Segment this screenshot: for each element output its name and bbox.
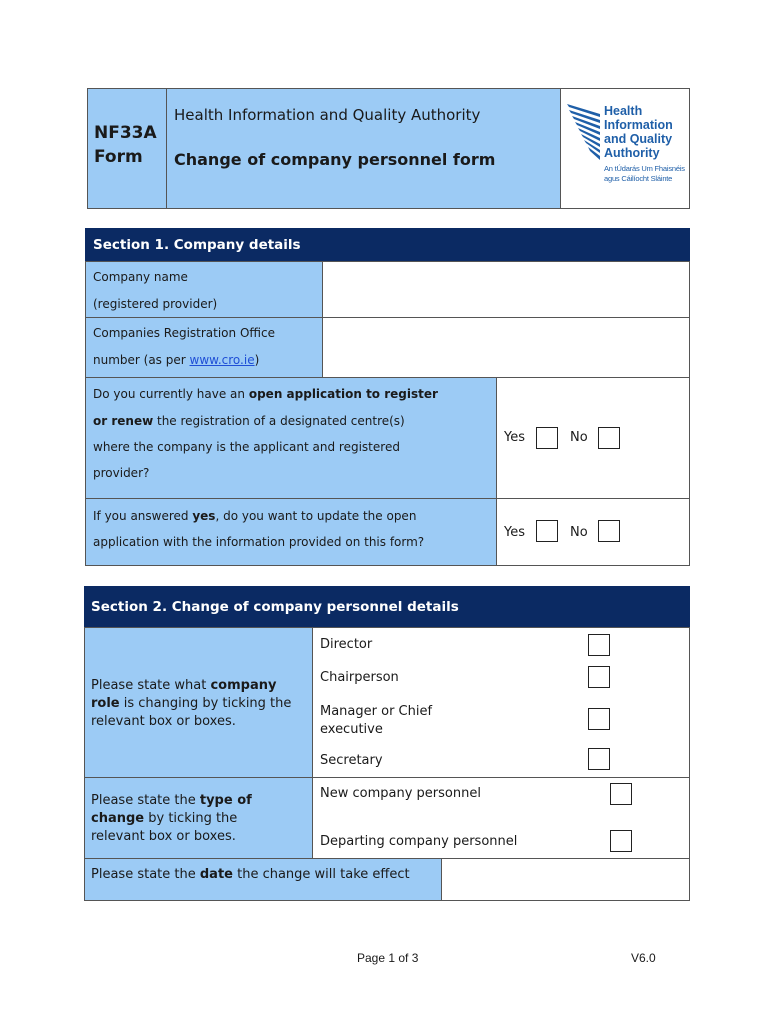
section2-title: Section 2. Change of company personnel details (91, 599, 459, 615)
logo-line: Authority (604, 146, 660, 160)
role-manager-line: Manager or Chief (320, 704, 433, 719)
q2-answer-cell (496, 498, 690, 566)
role-director-checkbox[interactable] (588, 634, 610, 656)
q2-yes-label: Yes (504, 525, 525, 540)
form-word: Form (94, 147, 143, 167)
effective-date-input[interactable] (441, 858, 690, 901)
q1-line2 (93, 408, 405, 435)
q1-text: the registration of a designated centre(s) (153, 414, 405, 428)
logo-line: Information (604, 118, 673, 132)
type-text: Please state the (91, 793, 200, 808)
change-type-question (91, 792, 309, 846)
section1-title: Section 1. Company details (93, 237, 301, 253)
q1-yes-label: Yes (504, 430, 525, 445)
cro-label: Companies Registration Office (93, 326, 275, 340)
type-text: by ticking the (144, 811, 238, 826)
q1-line1 (93, 381, 438, 408)
date-bold: date (199, 867, 233, 882)
type-new-checkbox[interactable] (610, 783, 632, 805)
role-manager-checkbox[interactable] (588, 708, 610, 730)
page-number: Page 1 of 3 (357, 951, 419, 965)
type-departing-checkbox[interactable] (610, 830, 632, 852)
company-name-input[interactable] (322, 261, 690, 318)
role-manager-label (320, 703, 432, 739)
role-text: Please state what (91, 678, 211, 693)
date-text: the change will take effect (232, 867, 410, 882)
logo-irish: An tÚdarás Um Fhaisnéis (604, 164, 685, 173)
q1-no-checkbox[interactable] (598, 427, 620, 449)
q2-bold: yes (192, 509, 216, 523)
company-name-label: Company name (93, 270, 188, 284)
date-text: Please state the (91, 867, 200, 882)
hiqa-logo-icon (566, 102, 602, 166)
type-bold: type of (199, 793, 252, 808)
q1-bold: or renew (93, 414, 154, 428)
q1-line4: provider? (93, 466, 150, 480)
org-name: Health Information and Quality Authority (174, 106, 481, 124)
role-bold: role (91, 696, 120, 711)
q1-no-label: No (570, 430, 588, 445)
q2-no-label: No (570, 525, 588, 540)
q1-yes-checkbox[interactable] (536, 427, 558, 449)
logo-line: and Quality (604, 132, 673, 146)
role-chairperson-label: Chairperson (320, 670, 399, 685)
role-manager-line: executive (320, 722, 383, 737)
q2-text: , do you want to update the open (215, 509, 417, 523)
date-question (91, 862, 410, 888)
q1-answer-cell (496, 377, 690, 499)
q1-line3: where the company is the applicant and registered (93, 440, 400, 454)
role-director-label: Director (320, 637, 373, 652)
form-title: Change of company personnel form (174, 150, 496, 169)
q2-no-checkbox[interactable] (598, 520, 620, 542)
type-bold: change (91, 811, 145, 826)
cro-suffix: ) (254, 353, 260, 367)
q2-text: If you answered (93, 509, 193, 523)
role-text: is changing by ticking the (119, 696, 292, 711)
company-name-sublabel: (registered provider) (93, 297, 218, 311)
version: V6.0 (631, 951, 656, 965)
form-code: NF33A (94, 123, 157, 143)
q2-line1 (93, 503, 416, 530)
logo-line: Health (604, 104, 643, 118)
role-bold: company (210, 678, 277, 693)
logo-irish: agus Cáilíocht Sláinte (604, 174, 673, 183)
q2-yes-checkbox[interactable] (536, 520, 558, 542)
q1-text: Do you currently have an (93, 387, 249, 401)
role-text: relevant box or boxes. (91, 714, 236, 729)
role-secretary-label: Secretary (320, 753, 383, 768)
type-new-label: New company personnel (320, 786, 481, 801)
q2-line2: application with the information provided on this form? (93, 535, 425, 549)
cro-sublabel (93, 347, 259, 374)
type-text: relevant box or boxes. (91, 829, 236, 844)
role-secretary-checkbox[interactable] (588, 748, 610, 770)
role-question (91, 677, 309, 731)
logo-wordmark (604, 104, 686, 184)
role-chairperson-checkbox[interactable] (588, 666, 610, 688)
cro-prefix: number (as per (93, 353, 190, 367)
cro-number-input[interactable] (322, 317, 690, 378)
cro-link[interactable]: www.cro.ie (189, 353, 255, 367)
type-departing-label: Departing company personnel (320, 834, 518, 849)
q1-bold: open application to register (248, 387, 438, 401)
